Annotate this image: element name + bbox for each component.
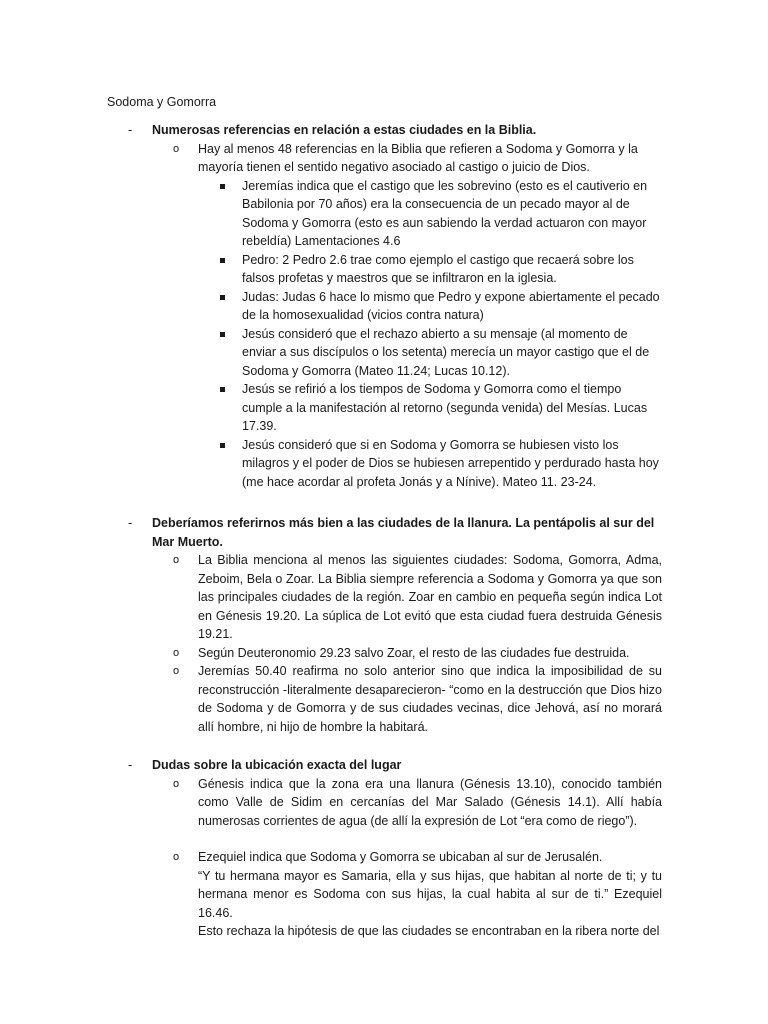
- sub-item: o Ezequiel indica que Sodoma y Gomorra se ubicaban al sur de Jerusalén.: [0, 848, 768, 867]
- section-heading: - Dudas sobre la ubicación exacta del lugar: [0, 756, 768, 775]
- bullet-item: Judas: Judas 6 hace lo mismo que Pedro y expone abiertamente el pecado de la homosexualidad (vicios contra natura): [0, 288, 768, 325]
- square-bullet-icon: [220, 177, 225, 196]
- square-bullet-icon: [220, 251, 225, 270]
- dash-marker: -: [128, 758, 133, 772]
- bullet-item: Jesús consideró que el rechazo abierto a su mensaje (al momento de enviar a sus discípulos o los setenta) merecía un mayor castigo que el de Sodoma y Gomorra (Mateo 11.24; Lucas 10.12).: [0, 325, 768, 381]
- sub-item: o Génesis indica que la zona era una llanura (Génesis 13.10), conocido también como Valle de Sidim en cercanías del Mar Salado (Génesis 14.1). Allí había numerosas corrientes de agua (de allí la expresión de Lot “era como de riego”).: [173, 776, 662, 828]
- section-cities: [0, 514, 768, 736]
- bullet-item: Jeremías indica que el castigo que les sobrevino (esto es el cautiverio en Babilonia por 70 años) era la consecuencia de un pecado mayor al de Sodoma y Gomorra (esto es aun sabiendo la verdad actuaron con mayor rebeldía) Lamentaciones 4.6: [0, 177, 768, 251]
- circle-marker: o: [173, 142, 180, 155]
- dash-marker: -: [128, 516, 133, 530]
- quote-text: “Y tu hermana mayor es Samaria, ella y sus hijas, que habitan al norte de ti; y tu hermana menor es Sodoma con sus hijas, la cual habita al sur de ti.” Ezequiel 16.46.: [198, 868, 662, 920]
- square-bullet-icon: [220, 325, 225, 344]
- square-bullet-icon: [220, 380, 225, 399]
- circle-marker: o: [173, 777, 180, 790]
- section-heading: - Deberíamos referirnos más bien a las ciudades de la llanura. La pentápolis al sur del Mar Muerto.: [128, 516, 655, 549]
- circle-marker: o: [173, 554, 180, 566]
- sub-item: o Jeremías 50.40 reafirma no solo anterior sino que indica la imposibilidad de su reconstrucción -literalmente desaparecieron- “como en la destrucción que Dios hizo de Sodoma y de Gomorra y de sus ciudades vecinas, dice Jehová, así no morará allí hombre, ni hijo de hombre la habitará.: [173, 664, 662, 734]
- section-heading: - Numerosas referencias en relación a estas ciudades en la Biblia.: [0, 121, 768, 140]
- sub-item: o La Biblia menciona al menos las siguientes ciudades: Sodoma, Gomorra, Adma, Zeboim, Bela o Zoar. La Biblia siempre referencia a Sodoma y Gomorra ya que son las principales ciudades de la región. Zoar en cambio en pequeña según indica Lot en Génesis 19.20. La súplica de Lot evitó que esta ciudad fuera destruida Génesis 19.21.: [173, 553, 662, 641]
- sub-item: o Hay al menos 48 referencias en la Biblia que refieren a Sodoma y Gomorra y la mayoría tienen el sentido negativo asociado al castigo o juicio de Dios.: [173, 141, 638, 174]
- bullet-item: Jesús consideró que si en Sodoma y Gomorra se hubiesen visto los milagros y el poder de Dios se hubiesen arrepentido y perdurado hasta hoy (me hace acordar al profeta Jonás y a Nínive). Mateo 11. 23-24.: [0, 436, 768, 492]
- section-references: [0, 121, 768, 491]
- dash-marker: -: [128, 123, 133, 137]
- bullet-item: Pedro: 2 Pedro 2.6 trae como ejemplo el castigo que recaerá sobre los falsos profetas y maestros que se infiltraron en la iglesia.: [0, 251, 768, 288]
- section-location: [0, 756, 768, 941]
- circle-marker: o: [173, 665, 180, 677]
- circle-marker: o: [173, 646, 180, 659]
- continuation-text: Esto rechaza la hipótesis de que las ciudades se encontraban en la ribera norte del: [198, 924, 660, 938]
- document-title: Sodoma y Gomorra: [107, 95, 217, 109]
- sub-item: o Según Deuteronomio 29.23 salvo Zoar, el resto de las ciudades fue destruida.: [0, 644, 768, 663]
- circle-marker: o: [173, 851, 180, 863]
- square-bullet-icon: [220, 436, 225, 455]
- bullet-item: Jesús se refirió a los tiempos de Sodoma y Gomorra como el tiempo cumple a la manifestación al retorno (segunda venida) del Mesías. Lucas 17.39.: [0, 380, 768, 436]
- square-bullet-icon: [220, 288, 225, 307]
